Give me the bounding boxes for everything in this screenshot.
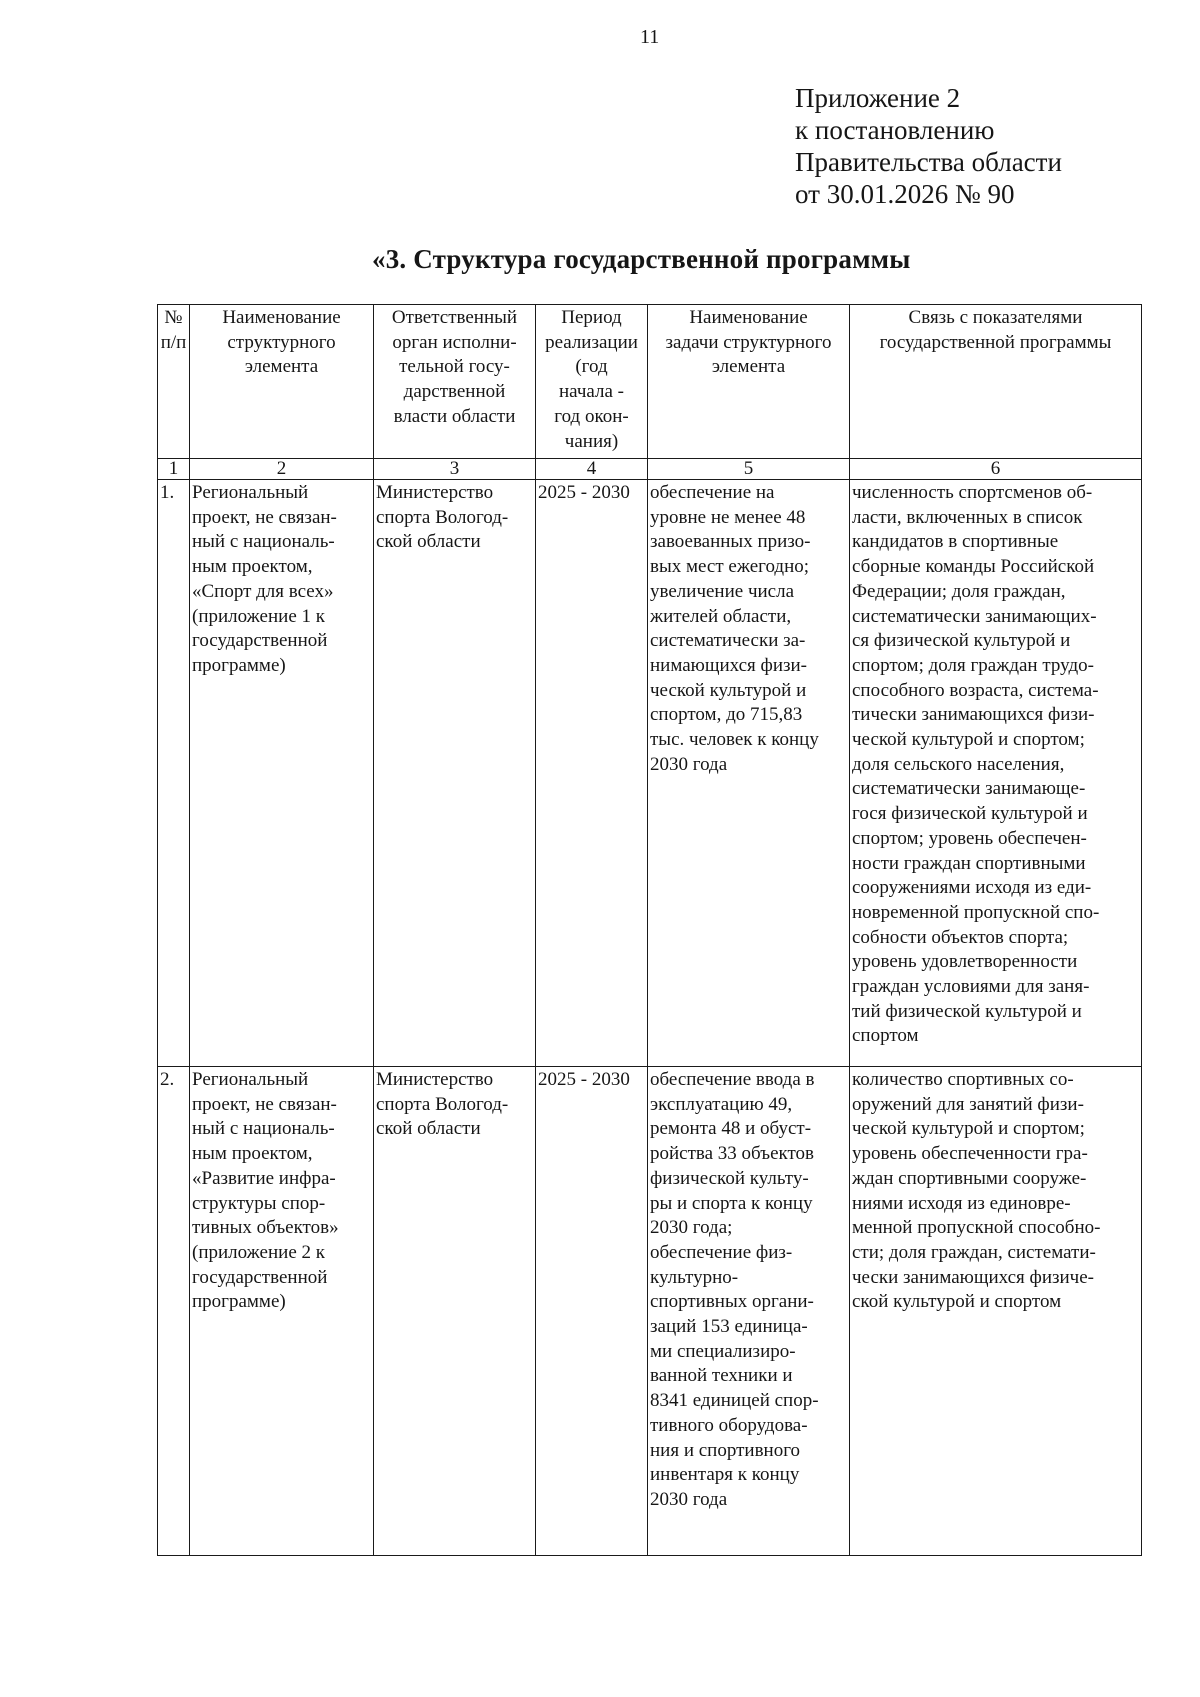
column-number-cell: 5 <box>648 459 850 480</box>
text-line: задачи структурного <box>665 331 832 353</box>
text-line: ры и спорта к концу <box>650 1192 813 1214</box>
text-line: структурного <box>227 331 336 353</box>
appendix-line-3: Правительства области <box>795 147 1062 177</box>
text-line: Связь с показателями <box>908 307 1083 328</box>
text-line: вых мест ежегодно; <box>650 556 810 578</box>
table-row <box>158 480 1142 1067</box>
text-line: Региональный <box>192 482 309 503</box>
text-line: менной пропускной способно- <box>852 1217 1101 1239</box>
text-line: 2030 года <box>650 753 728 775</box>
text-line: (приложение 1 к <box>192 605 325 627</box>
text-line: ческой культурой и спортом; <box>852 729 1085 751</box>
text-line: обеспечение ввода в <box>650 1069 815 1090</box>
text-line: уровень обеспеченности гра- <box>852 1143 1088 1165</box>
text-line: Министерство <box>376 482 494 503</box>
column-number-cell: 4 <box>536 459 648 480</box>
text-line: оружений для занятий физи- <box>852 1093 1084 1115</box>
text-line: 8341 единицей спор- <box>650 1390 819 1412</box>
column-number-cell: 6 <box>850 459 1142 480</box>
text-line: тий физической культурой и <box>852 1000 1082 1022</box>
indicators-cell <box>850 1067 1142 1556</box>
header-cell-name <box>190 305 374 459</box>
text-line: орган исполни- <box>392 331 517 353</box>
appendix-line-2: к постановлению <box>795 115 995 145</box>
text-line: Ответственный <box>391 307 518 328</box>
task-cell <box>648 480 850 1067</box>
text-line: № <box>164 307 183 328</box>
text-line: ской области <box>376 1118 481 1140</box>
text-line: п/п <box>160 331 187 353</box>
text-line: проект, не связан- <box>192 506 337 528</box>
responsible-body-cell <box>374 480 536 1067</box>
text-line: ным проектом, <box>192 1143 313 1165</box>
text-line: проект, не связан- <box>192 1093 337 1115</box>
header-cell-task <box>648 305 850 459</box>
row-number-cell: 2. <box>158 1067 190 1556</box>
text-line: ный с националь- <box>192 531 335 553</box>
text-line: чания) <box>564 430 619 452</box>
column-number-cell: 2 <box>190 459 374 480</box>
table-row <box>158 1067 1142 1556</box>
text-line: систематически занимающе- <box>852 778 1086 800</box>
text-line: доля сельского населения, <box>852 753 1065 775</box>
text-line: 2030 года <box>650 1488 728 1510</box>
text-line: «Спорт для всех» <box>192 580 334 602</box>
element-name-cell <box>190 480 374 1067</box>
program-structure-table <box>157 304 1142 1556</box>
text-line: государственной <box>192 1266 328 1288</box>
text-line: ся физической культурой и <box>852 630 1071 652</box>
text-line: Наименование <box>689 307 808 328</box>
text-line: гося физической культурой и <box>852 803 1088 825</box>
page-number: 11 <box>640 26 660 48</box>
text-line: ройства 33 объектов <box>650 1143 815 1165</box>
column-number-cell: 3 <box>374 459 536 480</box>
text-line: (год <box>575 356 608 378</box>
text-line: тивных объектов» <box>192 1217 339 1239</box>
text-line: уровне не менее 48 <box>650 506 806 528</box>
text-line: систематически за- <box>650 630 806 652</box>
text-line: спорта Вологод- <box>376 1093 509 1115</box>
text-line: ческой культурой и спортом; <box>852 1118 1085 1140</box>
column-number-row <box>158 459 1142 480</box>
task-cell <box>648 1067 850 1556</box>
text-line: сооружениями исходя из еди- <box>852 877 1092 899</box>
text-line: нимающихся физи- <box>650 654 808 676</box>
text-line: структуры спор- <box>192 1192 326 1214</box>
text-line: завоеванных призо- <box>650 531 811 553</box>
text-line: обеспечение физ- <box>650 1241 793 1263</box>
text-line: чески занимающихся физиче- <box>852 1266 1094 1288</box>
text-line: Федерации; доля граждан, <box>852 580 1066 602</box>
text-line: ской культурой и спортом <box>852 1291 1062 1313</box>
text-line: ждан спортивными сооруже- <box>852 1167 1087 1189</box>
text-line: физической культу- <box>650 1167 809 1189</box>
text-line: способного возраста, система- <box>852 679 1099 701</box>
text-line: спортом; уровень обеспечен- <box>852 827 1087 849</box>
responsible-body-cell <box>374 1067 536 1556</box>
header-cell-responsible-body <box>374 305 536 459</box>
text-line: спортом <box>852 1025 919 1047</box>
header-cell-number <box>158 305 190 459</box>
text-line: программе) <box>192 1291 286 1313</box>
text-line: государственной программы <box>879 331 1112 353</box>
appendix-line-1: Приложение 2 <box>795 83 961 113</box>
text-line: дарственной <box>403 381 506 403</box>
text-line: количество спортивных со- <box>852 1069 1074 1090</box>
appendix-header <box>795 82 1062 210</box>
row-number-cell: 1. <box>158 480 190 1067</box>
header-cell-indicators <box>850 305 1142 459</box>
text-line: обеспечение на <box>650 482 775 503</box>
text-line: граждан условиями для заня- <box>852 976 1090 998</box>
text-line: тически занимающихся физи- <box>852 704 1095 726</box>
text-line: кандидатов в спортивные <box>852 531 1059 553</box>
indicators-cell <box>850 480 1142 1067</box>
text-line: ным проектом, <box>192 556 313 578</box>
text-line: 2030 года; <box>650 1217 733 1239</box>
column-number-cell: 1 <box>158 459 190 480</box>
text-line: новременной пропускной спо- <box>852 901 1100 923</box>
text-line: увеличение числа <box>650 580 795 602</box>
text-line: «Развитие инфра- <box>192 1167 336 1189</box>
period-cell: 2025 - 2030 <box>536 480 648 1067</box>
text-line: эксплуатацию 49, <box>650 1093 793 1115</box>
text-line: спорта Вологод- <box>376 506 509 528</box>
text-line: спортом, до 715,83 <box>650 704 803 726</box>
text-line: ласти, включенных в список <box>852 506 1083 528</box>
text-line: Наименование <box>222 307 341 328</box>
text-line: сти; доля граждан, системати- <box>852 1241 1096 1263</box>
text-line: ми специализиро- <box>650 1340 796 1362</box>
text-line: спортивных органи- <box>650 1291 814 1313</box>
text-line: власти области <box>393 405 516 427</box>
document-title: «3. Структура государственной программы <box>372 244 911 274</box>
text-line: ности граждан спортивными <box>852 852 1086 874</box>
period-cell: 2025 - 2030 <box>536 1067 648 1556</box>
element-name-cell <box>190 1067 374 1556</box>
text-line: ской области <box>376 531 481 553</box>
text-line: год окон- <box>554 405 629 427</box>
text-line: численность спортсменов об- <box>852 482 1093 503</box>
text-line: ный с националь- <box>192 1118 335 1140</box>
text-line: начала - <box>559 381 624 403</box>
text-line: тыс. человек к концу <box>650 729 819 751</box>
text-line: государственной <box>192 630 328 652</box>
text-line: тельной госу- <box>399 356 510 378</box>
header-cell-period <box>536 305 648 459</box>
text-line: Период <box>561 307 622 328</box>
text-line: ческой культурой и <box>650 679 807 701</box>
text-line: ниями исходя из единовре- <box>852 1192 1071 1214</box>
table-header-row <box>158 305 1142 459</box>
text-line: заций 153 единица- <box>650 1316 808 1338</box>
text-line: инвентаря к концу <box>650 1464 800 1486</box>
text-line: культурно- <box>650 1266 739 1288</box>
text-line: спортом; доля граждан трудо- <box>852 654 1094 676</box>
text-line: элемента <box>244 356 319 378</box>
text-line: ванной техники и <box>650 1365 793 1387</box>
text-line: реализации <box>545 331 638 353</box>
text-line: сборные команды Российской <box>852 556 1095 578</box>
text-line: жителей области, <box>650 605 792 627</box>
text-line: программе) <box>192 654 286 676</box>
text-line: Региональный <box>192 1069 309 1090</box>
text-line: элемента <box>711 356 786 378</box>
text-line: систематически занимающих- <box>852 605 1097 627</box>
text-line: собности объектов спорта; <box>852 926 1069 948</box>
text-line: Министерство <box>376 1069 494 1090</box>
text-line: ния и спортивного <box>650 1439 801 1461</box>
text-line: (приложение 2 к <box>192 1241 325 1263</box>
text-line: тивного оборудова- <box>650 1414 808 1436</box>
text-line: уровень удовлетворенности <box>852 951 1078 973</box>
text-line: ремонта 48 и обуст- <box>650 1118 812 1140</box>
appendix-line-4: от 30.01.2026 № 90 <box>795 179 1015 209</box>
